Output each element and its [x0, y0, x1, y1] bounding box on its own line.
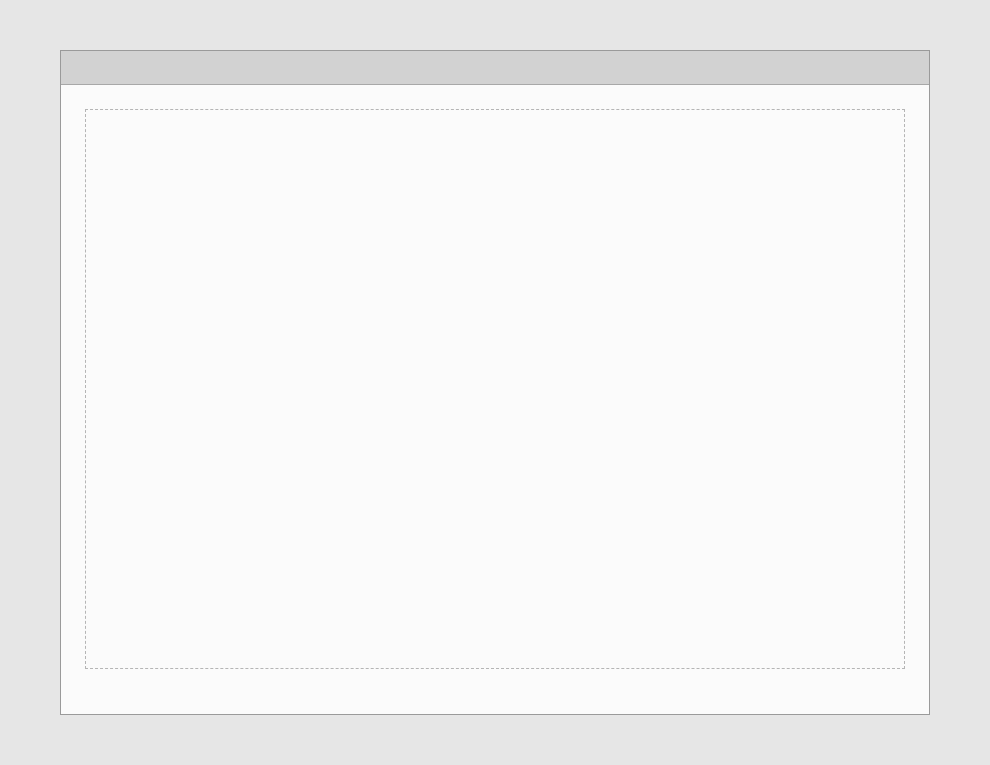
window-title-bar [61, 51, 929, 85]
window-content [61, 85, 929, 693]
application-window [60, 50, 930, 715]
content-area [85, 109, 905, 669]
